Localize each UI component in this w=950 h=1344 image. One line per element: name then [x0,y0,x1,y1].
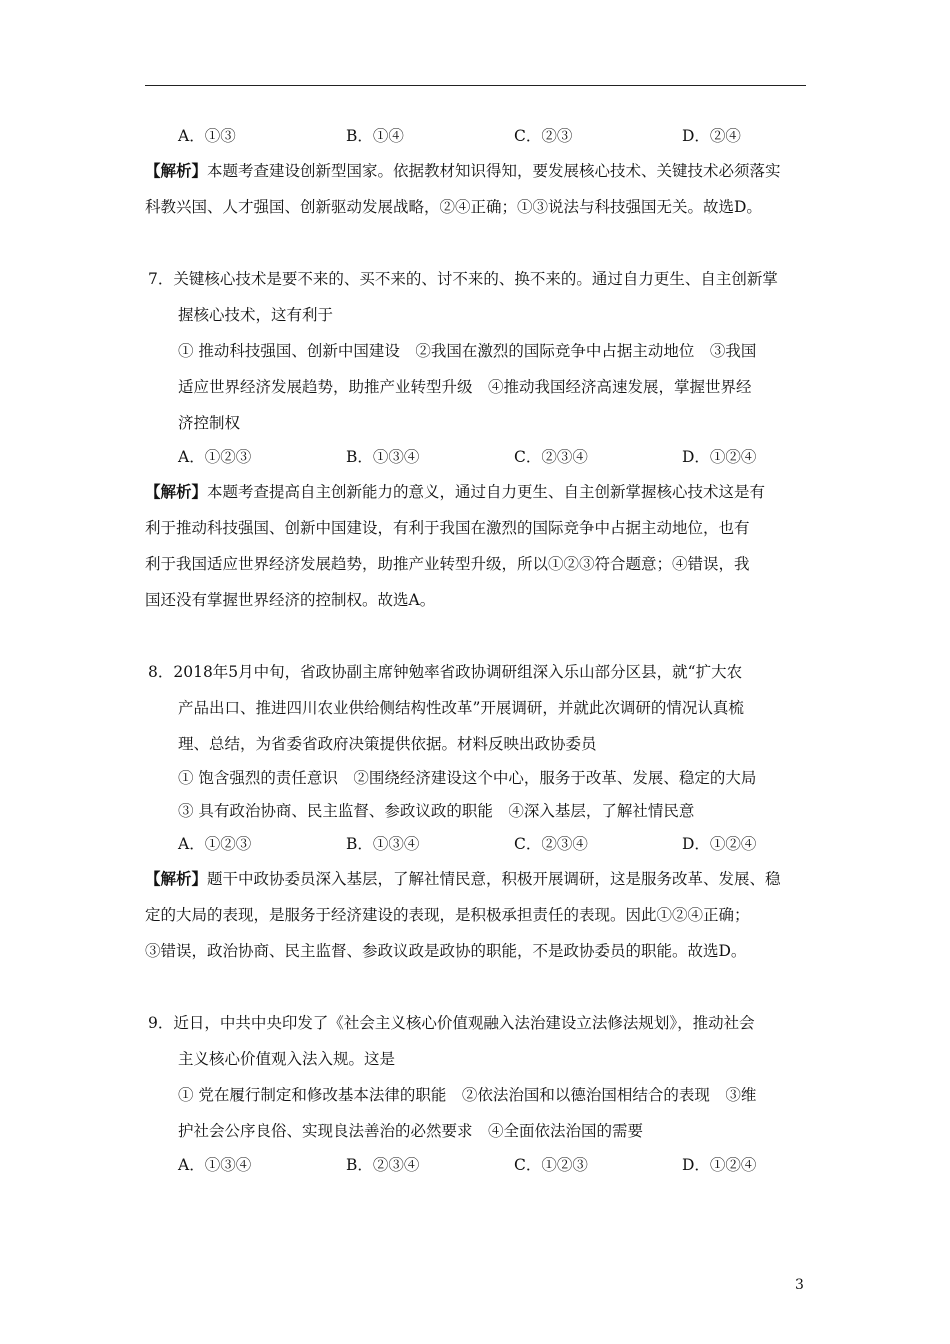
q6-options [145,120,806,153]
q6-analysis-line-1: 【解析】本题考查建设创新型国家。依据教材知识得知，要发展核心技术、关键技术必须落实 [145,161,781,180]
q7-stem-line-1: 7．关键核心技术是要不来的、买不来的、讨不来的、换不来的。通过自力更生、自主创新掌 [148,270,778,288]
q8-option-a: A．①②③ [178,835,252,853]
q8-analysis-line-1: 【解析】题干中政协委员深入基层，了解社情民意，积极开展调研，这是服务改革、发展、稳 [145,869,781,888]
q6-option-c: C．②③ [514,127,573,145]
q8-options [145,828,806,861]
q7-option-c: C．②③④ [514,448,588,466]
q8-option-c: C．②③④ [514,835,588,853]
q9-option-a: A．①③④ [178,1156,252,1174]
q7-analysis-line-3: 利于我国适应世界经济发展趋势，助推产业转型升级，所以①②③符合题意；④错误，我 [145,555,750,573]
q7-analysis-line-4: 国还没有掌握世界经济的控制权。故选A。 [145,591,436,609]
analysis-tag: 【解析】 [145,869,208,888]
q8-analysis-line-3: ③错误，政治协商、民主监督、参政议政是政协的职能，不是政协委员的职能。故选D。 [145,942,747,960]
q7-stem-line-2: 握核心技术，这有利于 [178,306,334,324]
q7-choice-line-1: ① 推动科技强国、创新中国建设 ②我国在激烈的国际竞争中占据主动地位 ③我国 [178,342,757,360]
analysis-tag: 【解析】 [145,161,208,180]
q7-options [145,441,806,474]
q7-choice-line-3: 济控制权 [178,414,241,432]
q7-choice-line-2: 适应世界经济发展趋势，助推产业转型升级 ④推动我国经济高速发展，掌握世界经 [178,378,752,396]
q8-choice-line-1: ① 饱含强烈的责任意识 ②围绕经济建设这个中心，服务于改革、发展、稳定的大局 [178,769,757,787]
q8-option-b: B．①③④ [346,835,420,853]
q8-stem-line-1: 8．2018年5月中旬，省政协副主席钟勉率省政协调研组深入乐山部分区县，就“扩大农 [148,663,743,681]
q9-stem-line-1: 9．近日，中共中央印发了《社会主义核心价值观融入法治建设立法修法规划》，推动社会 [148,1014,755,1032]
q7-option-a: A．①②③ [178,448,252,466]
q9-option-d: D．①②④ [682,1156,757,1174]
exam-content [145,120,806,1182]
q8-analysis-line-2: 定的大局的表现，是服务于经济建设的表现，是积极承担责任的表现。因此①②④正确； [145,906,750,924]
q9-options [145,1149,806,1182]
q8-option-d: D．①②④ [682,835,757,853]
q7-option-d: D．①②④ [682,448,757,466]
header-rule [145,85,806,86]
q6-analysis-line-2: 科教兴国、人才强国、创新驱动发展战略，②④正确；①③说法与科技强国无关。故选D。 [145,198,762,216]
q7-analysis-line-2: 利于推动科技强国、创新中国建设，有利于我国在激烈的国际竞争中占据主动地位，也有 [145,519,750,537]
q6-option-d: D．②④ [682,127,741,145]
q9-option-c: C．①②③ [514,1156,588,1174]
q9-option-b: B．②③④ [346,1156,420,1174]
analysis-tag: 【解析】 [145,482,208,501]
q6-option-b: B．①④ [346,127,404,145]
page-number: 3 [795,1277,804,1293]
q8-stem-line-3: 理、总结，为省委省政府决策提供依据。材料反映出政协委员 [178,735,597,753]
q7-option-b: B．①③④ [346,448,420,466]
q8-stem-line-2: 产品出口、推进四川农业供给侧结构性改革”开展调研，并就此次调研的情况认真梳 [178,699,744,717]
q7-analysis-line-1: 【解析】本题考查提高自主创新能力的意义，通过自力更生、自主创新掌握核心技术这是有 [145,482,766,501]
q9-choice-line-2: 护社会公序良俗、实现良法善治的必然要求 ④全面依法治国的需要 [178,1122,644,1140]
q9-choice-line-1: ① 党在履行制定和修改基本法律的职能 ②依法治国和以德治国相结合的表现 ③维 [178,1086,757,1104]
q9-stem-line-2: 主义核心价值观入法入规。这是 [178,1050,396,1068]
q8-choice-line-2: ③ 具有政治协商、民主监督、参政议政的职能 ④深入基层，了解社情民意 [178,802,695,820]
q6-option-a: A．①③ [178,127,236,145]
